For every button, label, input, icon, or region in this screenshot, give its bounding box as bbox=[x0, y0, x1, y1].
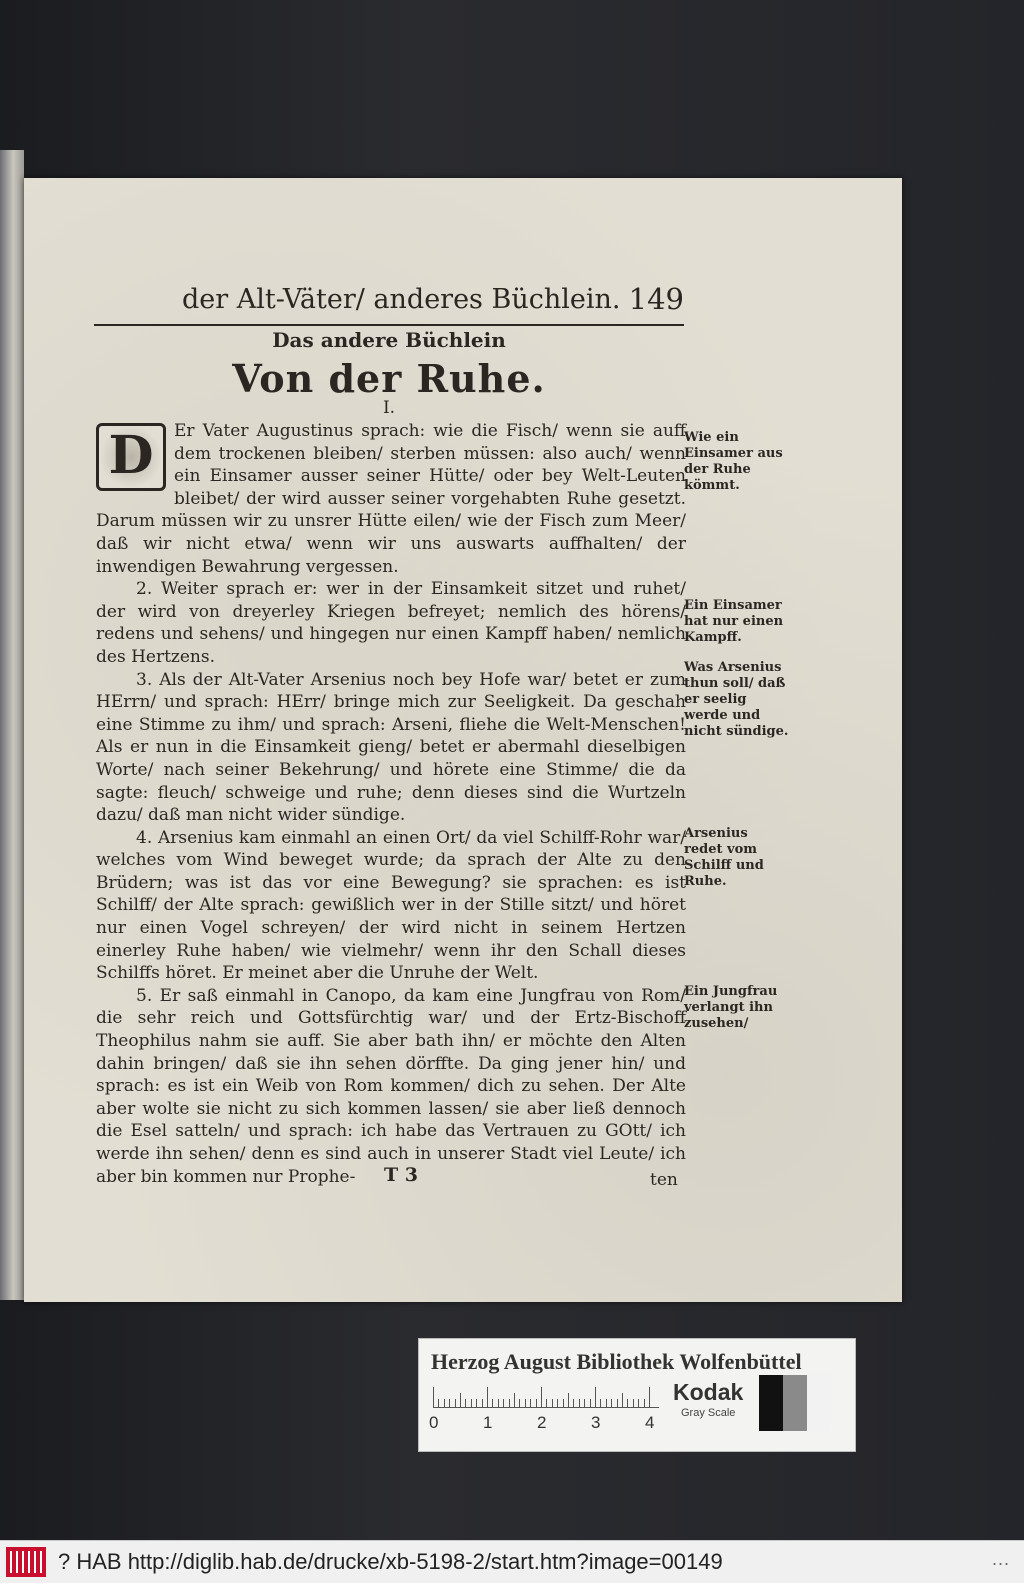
ruler-tick bbox=[498, 1399, 499, 1407]
ruler-tick bbox=[552, 1399, 553, 1407]
subheading: Das andere Büchlein bbox=[272, 328, 506, 352]
hab-logo-icon bbox=[6, 1547, 46, 1577]
ruler-number: 0 bbox=[429, 1413, 439, 1432]
ruler-tick bbox=[514, 1393, 515, 1407]
ruler-tick bbox=[433, 1387, 434, 1407]
running-head bbox=[94, 282, 684, 326]
ruler-tick bbox=[622, 1393, 623, 1407]
ruler-tick bbox=[563, 1399, 564, 1407]
ruler-tick bbox=[525, 1399, 526, 1407]
ruler-tick bbox=[633, 1399, 634, 1407]
ruler-tick bbox=[590, 1399, 591, 1407]
ruler-tick bbox=[584, 1399, 585, 1407]
marginal-note: Wie ein Einsamer aus der Ruhe kömmt. bbox=[684, 430, 783, 493]
kodak-logo: Kodak bbox=[673, 1379, 744, 1405]
browser-status-bar bbox=[0, 1540, 1024, 1583]
ruler-tick bbox=[492, 1399, 493, 1407]
ruler-tick bbox=[460, 1393, 461, 1407]
ruler-tick bbox=[606, 1399, 607, 1407]
marginal-note: Was Arsenius thun soll/ daß er seelig werde und nicht sündige. bbox=[684, 660, 789, 739]
ruler-tick bbox=[644, 1399, 645, 1407]
ruler-tick bbox=[482, 1399, 483, 1407]
ruler-tick bbox=[536, 1399, 537, 1407]
gray-swatch-mid bbox=[783, 1375, 807, 1431]
ruler-tick bbox=[471, 1399, 472, 1407]
ruler-tick bbox=[568, 1393, 569, 1407]
ruler-tick bbox=[573, 1399, 574, 1407]
ruler-tick bbox=[509, 1399, 510, 1407]
book-fore-edge bbox=[0, 150, 24, 1300]
status-url[interactable]: ? HAB http://diglib.hab.de/drucke/xb-5198-2/start.htm?image=00149 bbox=[58, 1549, 723, 1574]
paragraph: D Er Vater Augustinus sprach: wie die Fisch/ wenn sie auff dem trockenen bleiben/ sterben müssen: also auch/ wenn ein Einsamer ausser seiner Hütte/ oder bey Welt-Leuten bleibet/ der wird ausser seiner vorgehabten Ruhe gesetzt. Darum müssen wir zu unsrer Hütte eilen/ wie der Fisch zum Meer/ daß wir nicht etwa/ wenn wir uns auswarts auffhalten/ der inwendigen Bewahrung vergessen. bbox=[96, 421, 686, 577]
ruler-tick bbox=[595, 1387, 596, 1407]
cm-ruler bbox=[433, 1385, 659, 1408]
logo-stripe bbox=[40, 1551, 42, 1573]
section-number: I. bbox=[382, 398, 396, 418]
gray-swatch-black bbox=[759, 1375, 783, 1431]
signature-mark: T 3 bbox=[384, 1164, 418, 1186]
ruler-tick bbox=[627, 1399, 628, 1407]
ruler-tick bbox=[444, 1399, 445, 1407]
ruler-tick bbox=[638, 1399, 639, 1407]
catchword: ten bbox=[650, 1170, 678, 1190]
ruler-tick bbox=[617, 1399, 618, 1407]
logo-stripe bbox=[34, 1551, 36, 1573]
ruler-tick bbox=[649, 1387, 650, 1407]
ruler-tick bbox=[449, 1399, 450, 1407]
color-calibration-card bbox=[418, 1338, 856, 1452]
gray-swatch-white bbox=[807, 1375, 831, 1431]
ruler-tick bbox=[546, 1399, 547, 1407]
logo-stripe bbox=[10, 1551, 12, 1573]
ruler-tick bbox=[503, 1399, 504, 1407]
marginal-note: Ein Jungfrau verlangt ihn zusehen/ bbox=[684, 984, 778, 1031]
ruler-number: 4 bbox=[645, 1413, 655, 1432]
paragraph: 5. Er saß einmahl in Canopo, da kam eine Jungfrau von Rom/ die sehr reich und Gottsfürchtig war/ und der Ertz-Bischoff Theophilus nahm sie auff. Sie aber bath ihn/ er möchte den Alten dahin bringen/ daß sie ihn sehen dörffte. Da ging jener hin/ und sprach: es ist ein Weib von Rom kommen/ dich zu sehen. Der Alte aber wolte sie nicht zu sich kommen lassen/ sie aber ließ dennoch die Esel satteln/ und sprach: ich habe das Vertrauen zu GOtt/ ich werde ihn sehen/ denn es sind auch in unserer Stadt viel Leute/ ich aber bin kommen nur Prophe- bbox=[96, 985, 686, 1187]
ruler-tick bbox=[530, 1399, 531, 1407]
ruler-tick bbox=[455, 1399, 456, 1407]
ruler-number: 3 bbox=[591, 1413, 601, 1432]
marginal-note: Ein Einsamer hat nur einen Kampff. bbox=[684, 598, 784, 645]
ruler-number: 2 bbox=[537, 1413, 547, 1432]
folio-number: 149 bbox=[628, 282, 684, 316]
ruler-number: 1 bbox=[483, 1413, 493, 1432]
ruler-tick bbox=[519, 1399, 520, 1407]
ruler-tick bbox=[465, 1399, 466, 1407]
logo-stripe bbox=[28, 1551, 30, 1573]
chapter-title: Von der Ruhe. bbox=[232, 356, 546, 401]
running-title: der Alt-Väter/ anderes Büchlein. bbox=[182, 284, 621, 315]
ruler-tick bbox=[579, 1399, 580, 1407]
ruler-tick bbox=[611, 1399, 612, 1407]
ruler-tick bbox=[487, 1387, 488, 1407]
ruler-tick bbox=[541, 1387, 542, 1407]
marginal-note: Arsenius redet vom Schilff und Ruhe. bbox=[684, 826, 764, 889]
library-label: Herzog August Bibliothek Wolfenbüttel bbox=[431, 1349, 802, 1374]
book-page bbox=[24, 178, 902, 1302]
ruler-tick bbox=[600, 1399, 601, 1407]
ruler-tick bbox=[557, 1399, 558, 1407]
logo-stripe bbox=[22, 1551, 24, 1573]
paragraph: 2. Weiter sprach er: wer in der Einsamkeit sitzet und ruhet/ der wird von dreyerley Kriegen befreyet; nemlich des hörens/ redens und sehens/ und hingegen nur einen Kampff haben/ nemlich des Hertzens. bbox=[96, 579, 686, 667]
gray-scale-label: Gray Scale bbox=[681, 1407, 736, 1419]
paragraph: 3. Als der Alt-Vater Arsenius noch bey Hofe war/ betet er zum HErrn/ und sprach: HErr/ bringe mich zur Seeligkeit. Da geschah eine Stimme zu ihm/ und sprach: Arseni, fliehe die Welt-Menschen! Als er nun in die Einsamkeit gieng/ betet er abermahl dieselbigen Worte/ nach seiner Bekehrung/ und hörete eine Stimme/ die da sagte: fleuch/ schweige und ruhe; denn dieses sind die Wurtzeln dazu/ daß man nicht wider sündige. bbox=[96, 669, 686, 826]
paragraph: 4. Arsenius kam einmahl an einen Ort/ da viel Schilff-Rohr war/ welches vom Wind beweget wurde; da sprach der Alte zu den Brüdern; was ist das vor eine Bewegung? sie sprachen: es ist Schilff/ der Alte sprach: gewißlich wer in der Stille sitzt/ und höret nur einen Vogel schreyen/ der wird nicht in seinem Hertzen einerley Ruhe haben/ wie vielmehr/ wenn ihr den Schall dieses Schilffs höret. Er meinet aber die Unruhe der Welt. bbox=[96, 827, 686, 984]
dropcap-initial: D bbox=[96, 423, 166, 491]
more-menu-icon[interactable]: ... bbox=[991, 1549, 1010, 1569]
body-text bbox=[96, 420, 686, 1188]
ruler-tick bbox=[476, 1399, 477, 1407]
logo-stripe bbox=[16, 1551, 18, 1573]
ruler-tick bbox=[438, 1399, 439, 1407]
